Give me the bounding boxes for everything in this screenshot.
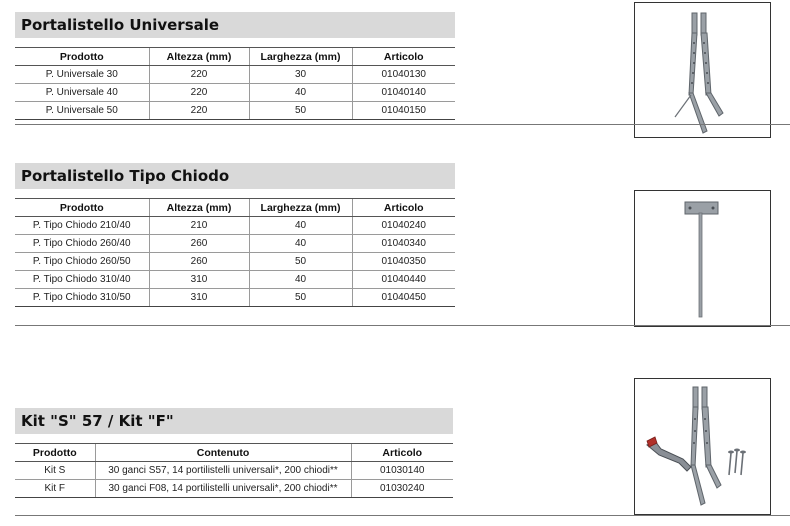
product-table (15, 198, 455, 307)
table-cell: 01040340 (352, 235, 455, 253)
table-cell: 01040130 (352, 66, 455, 84)
column-header: Larghezza (mm) (249, 199, 352, 217)
table-cell: 260 (149, 253, 249, 271)
table-cell: 310 (149, 289, 249, 307)
table-row (15, 289, 455, 307)
table-row (15, 462, 453, 480)
table-cell: 30 ganci F08, 14 portilistelli universali*, 200 chiodi** (95, 480, 351, 498)
table-cell: 01030140 (351, 462, 453, 480)
table-cell: 01040150 (352, 102, 455, 120)
universal-lath-holder-icon (634, 2, 771, 138)
column-header: Larghezza (mm) (249, 48, 352, 66)
column-header: Altezza (mm) (149, 199, 249, 217)
table-cell: 220 (149, 84, 249, 102)
column-header: Articolo (351, 444, 453, 462)
table-cell: P. Universale 30 (15, 66, 149, 84)
table-cell: P. Universale 50 (15, 102, 149, 120)
table-cell: P. Tipo Chiodo 260/50 (15, 253, 149, 271)
table-cell: 01040140 (352, 84, 455, 102)
table-cell: 30 (249, 66, 352, 84)
table-row (15, 253, 455, 271)
table-cell: 40 (249, 235, 352, 253)
table-cell: Kit S (15, 462, 95, 480)
column-header: Prodotto (15, 48, 149, 66)
column-header: Contenuto (95, 444, 351, 462)
table-cell: 210 (149, 217, 249, 235)
section-divider (15, 124, 790, 125)
table-row (15, 217, 455, 235)
table-row (15, 480, 453, 498)
table-cell: 01030240 (351, 480, 453, 498)
table-cell: 220 (149, 102, 249, 120)
table-cell: 40 (249, 271, 352, 289)
column-header: Articolo (352, 48, 455, 66)
section-title: Kit "S" 57 / Kit "F" (15, 408, 453, 434)
table-row (15, 84, 455, 102)
table-cell: 50 (249, 253, 352, 271)
table-row (15, 235, 455, 253)
column-header: Prodotto (15, 199, 149, 217)
table-row (15, 102, 455, 120)
section-title: Portalistello Tipo Chiodo (15, 163, 455, 189)
section-divider (15, 325, 790, 326)
table-cell: P. Tipo Chiodo 310/40 (15, 271, 149, 289)
kit-hook-holder-nails-icon (634, 378, 771, 515)
table-cell: 50 (249, 289, 352, 307)
table-cell: 01040350 (352, 253, 455, 271)
section-title: Portalistello Universale (15, 12, 455, 38)
table-cell: 01040440 (352, 271, 455, 289)
table-cell: 01040450 (352, 289, 455, 307)
column-header: Prodotto (15, 444, 95, 462)
table-row (15, 271, 455, 289)
section-divider (15, 515, 790, 516)
table-header-row (15, 48, 455, 66)
table-cell: 50 (249, 102, 352, 120)
table-cell: 260 (149, 235, 249, 253)
table-cell: Kit F (15, 480, 95, 498)
product-table (15, 47, 455, 120)
table-cell: 220 (149, 66, 249, 84)
table-cell: P. Tipo Chiodo 210/40 (15, 217, 149, 235)
table-header-row (15, 444, 453, 462)
table-cell: P. Tipo Chiodo 260/40 (15, 235, 149, 253)
column-header: Articolo (352, 199, 455, 217)
nail-type-lath-holder-icon (634, 190, 771, 327)
table-cell: 30 ganci S57, 14 portilistelli universali*, 200 chiodi** (95, 462, 351, 480)
table-cell: P. Tipo Chiodo 310/50 (15, 289, 149, 307)
table-cell: 40 (249, 84, 352, 102)
table-header-row (15, 199, 455, 217)
table-cell: 01040240 (352, 217, 455, 235)
table-cell: 40 (249, 217, 352, 235)
product-table (15, 443, 453, 498)
column-header: Altezza (mm) (149, 48, 249, 66)
table-cell: 310 (149, 271, 249, 289)
table-cell: P. Universale 40 (15, 84, 149, 102)
table-row (15, 66, 455, 84)
